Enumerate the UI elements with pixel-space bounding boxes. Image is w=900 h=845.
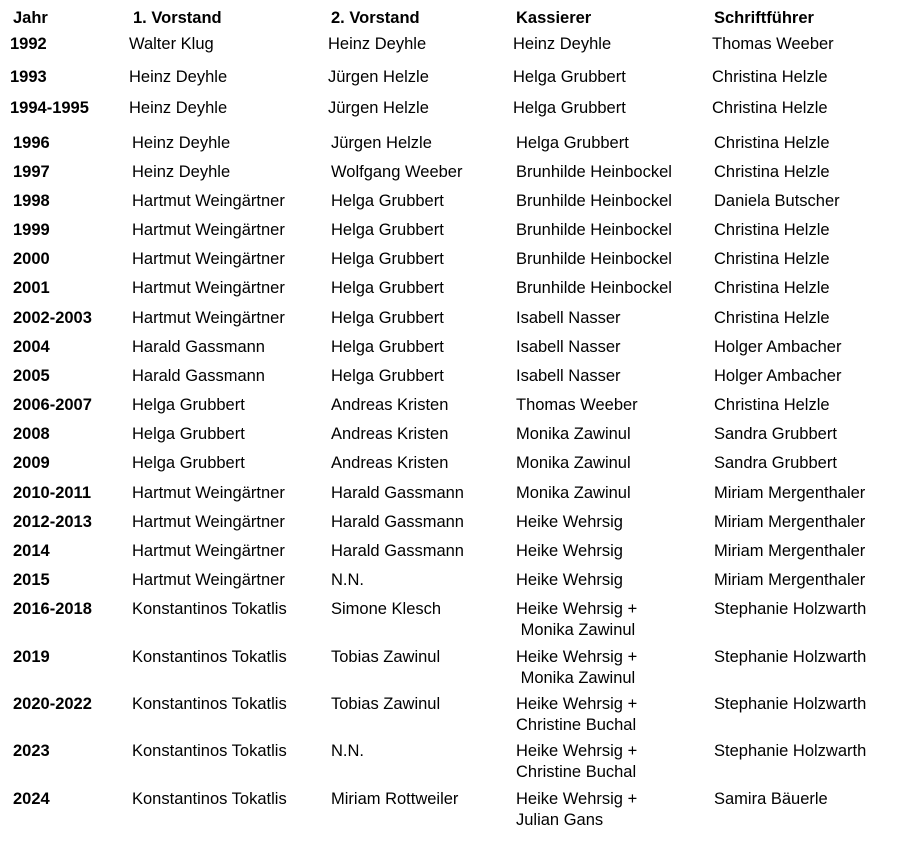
cell-jahr: 1999	[13, 221, 50, 239]
cell-vorstand1: Heinz Deyhle	[129, 99, 228, 117]
cell-vorstand2: Harald Gassmann	[331, 542, 464, 560]
cell-kassierer	[516, 483, 631, 504]
cell-kassierer	[516, 741, 637, 783]
cell-kassierer	[516, 453, 631, 474]
cell-schriftfuehrer: Stephanie Holzwarth	[714, 695, 867, 713]
cell-schriftfuehrer: Christina Helzle	[714, 134, 830, 152]
cell-kassierer	[516, 395, 638, 416]
cell-vorstand1: Harald Gassmann	[132, 367, 265, 385]
kassierer-line: Brunhilde Heinbockel	[516, 192, 672, 210]
cell-schriftfuehrer: Samira Bäuerle	[714, 790, 828, 808]
kassierer-line: Heike Wehrsig +	[516, 695, 638, 713]
cell-jahr: 1993	[10, 68, 47, 86]
cell-jahr: 2015	[13, 571, 50, 589]
cell-kassierer	[516, 337, 621, 358]
kassierer-line: Heike Wehrsig	[516, 571, 623, 589]
cell-vorstand1: Hartmut Weingärtner	[132, 279, 285, 297]
kassierer-line: Heike Wehrsig	[516, 513, 623, 531]
cell-vorstand2: Andreas Kristen	[331, 425, 449, 443]
cell-kassierer	[513, 34, 611, 55]
cell-schriftfuehrer: Christina Helzle	[712, 68, 828, 86]
kassierer-line: Monika Zawinul	[516, 621, 636, 639]
kassierer-line: Helga Grubbert	[513, 99, 626, 117]
cell-vorstand2: Andreas Kristen	[331, 396, 449, 414]
kassierer-line: Brunhilde Heinbockel	[516, 163, 672, 181]
cell-vorstand2: Jürgen Helzle	[328, 99, 429, 117]
kassierer-line: Isabell Nasser	[516, 338, 621, 356]
cell-kassierer	[516, 570, 623, 591]
cell-jahr: 2014	[13, 542, 50, 560]
cell-schriftfuehrer: Miriam Mergenthaler	[714, 542, 866, 560]
cell-jahr: 2023	[13, 742, 50, 760]
cell-vorstand1: Helga Grubbert	[132, 454, 245, 472]
cell-jahr: 2012-2013	[13, 513, 92, 531]
kassierer-line: Thomas Weeber	[516, 396, 638, 414]
header-kassierer: Kassierer	[516, 9, 592, 27]
cell-kassierer	[516, 512, 623, 533]
kassierer-line: Isabell Nasser	[516, 309, 621, 327]
cell-vorstand2: Harald Gassmann	[331, 484, 464, 502]
cell-kassierer	[516, 789, 637, 831]
kassierer-line: Christine Buchal	[516, 716, 637, 734]
cell-kassierer	[516, 694, 637, 736]
cell-jahr: 1994-1995	[10, 99, 89, 117]
cell-schriftfuehrer: Christina Helzle	[714, 221, 830, 239]
cell-kassierer	[516, 249, 672, 270]
kassierer-line: Helga Grubbert	[516, 134, 629, 152]
cell-schriftfuehrer: Christina Helzle	[714, 163, 830, 181]
kassierer-line: Christine Buchal	[516, 763, 637, 781]
cell-vorstand1: Konstantinos Tokatlis	[132, 695, 287, 713]
cell-jahr: 2000	[13, 250, 50, 268]
cell-vorstand2: Miriam Rottweiler	[331, 790, 459, 808]
table-header	[0, 8, 900, 30]
cell-jahr: 2020-2022	[13, 695, 92, 713]
cell-jahr: 1992	[10, 35, 47, 53]
cell-schriftfuehrer: Stephanie Holzwarth	[714, 742, 867, 760]
kassierer-line: Brunhilde Heinbockel	[516, 250, 672, 268]
cell-schriftfuehrer: Miriam Mergenthaler	[714, 513, 866, 531]
cell-schriftfuehrer: Stephanie Holzwarth	[714, 600, 867, 618]
cell-jahr: 2016-2018	[13, 600, 92, 618]
cell-jahr: 2024	[13, 790, 50, 808]
cell-schriftfuehrer: Stephanie Holzwarth	[714, 648, 867, 666]
kassierer-line: Heinz Deyhle	[513, 35, 612, 53]
cell-vorstand2: Simone Klesch	[331, 600, 442, 618]
kassierer-line: Isabell Nasser	[516, 367, 621, 385]
cell-vorstand1: Hartmut Weingärtner	[132, 484, 285, 502]
cell-vorstand1: Walter Klug	[129, 35, 214, 53]
cell-vorstand1: Konstantinos Tokatlis	[132, 600, 287, 618]
cell-vorstand2: Tobias Zawinul	[331, 648, 441, 666]
cell-kassierer	[516, 191, 672, 212]
cell-kassierer	[516, 647, 637, 689]
cell-vorstand2: Helga Grubbert	[331, 250, 444, 268]
cell-schriftfuehrer: Christina Helzle	[714, 279, 830, 297]
cell-kassierer	[513, 67, 626, 88]
cell-vorstand1: Hartmut Weingärtner	[132, 192, 285, 210]
cell-kassierer	[516, 541, 623, 562]
cell-jahr: 2008	[13, 425, 50, 443]
cell-kassierer	[516, 424, 631, 445]
cell-vorstand1: Hartmut Weingärtner	[132, 309, 285, 327]
cell-vorstand1: Harald Gassmann	[132, 338, 265, 356]
cell-schriftfuehrer: Christina Helzle	[712, 99, 828, 117]
kassierer-line: Monika Zawinul	[516, 425, 631, 443]
kassierer-line: Helga Grubbert	[513, 68, 626, 86]
cell-vorstand1: Konstantinos Tokatlis	[132, 742, 287, 760]
cell-jahr: 2019	[13, 648, 50, 666]
cell-jahr: 1998	[13, 192, 50, 210]
cell-schriftfuehrer: Sandra Grubbert	[714, 425, 837, 443]
cell-kassierer	[516, 308, 621, 329]
cell-kassierer	[516, 366, 621, 387]
cell-vorstand2: Wolfgang Weeber	[331, 163, 463, 181]
cell-vorstand2: Helga Grubbert	[331, 279, 444, 297]
cell-vorstand1: Konstantinos Tokatlis	[132, 648, 287, 666]
cell-jahr: 2010-2011	[13, 484, 91, 502]
cell-jahr: 2005	[13, 367, 50, 385]
kassierer-line: Heike Wehrsig +	[516, 790, 638, 808]
cell-vorstand1: Heinz Deyhle	[129, 68, 228, 86]
cell-jahr: 1996	[13, 134, 50, 152]
kassierer-line: Monika Zawinul	[516, 484, 631, 502]
cell-vorstand2: Jürgen Helzle	[331, 134, 432, 152]
kassierer-line: Monika Zawinul	[516, 669, 636, 687]
cell-kassierer	[513, 98, 626, 119]
cell-schriftfuehrer: Daniela Butscher	[714, 192, 840, 210]
cell-vorstand1: Hartmut Weingärtner	[132, 250, 285, 268]
cell-vorstand1: Heinz Deyhle	[132, 163, 231, 181]
cell-kassierer	[516, 278, 672, 299]
cell-schriftfuehrer: Holger Ambacher	[714, 367, 842, 385]
cell-vorstand2: Helga Grubbert	[331, 309, 444, 327]
kassierer-line: Heike Wehrsig +	[516, 742, 638, 760]
cell-kassierer	[516, 133, 629, 154]
cell-vorstand2: N.N.	[331, 571, 364, 589]
cell-jahr: 2002-2003	[13, 309, 92, 327]
kassierer-line: Julian Gans	[516, 811, 604, 829]
cell-jahr: 2001	[13, 279, 50, 297]
cell-jahr: 1997	[13, 163, 50, 181]
cell-vorstand2: Harald Gassmann	[331, 513, 464, 531]
cell-schriftfuehrer: Christina Helzle	[714, 250, 830, 268]
kassierer-line: Heike Wehrsig	[516, 542, 623, 560]
cell-vorstand1: Helga Grubbert	[132, 396, 245, 414]
cell-jahr: 2004	[13, 338, 50, 356]
cell-vorstand1: Hartmut Weingärtner	[132, 513, 285, 531]
cell-schriftfuehrer: Christina Helzle	[714, 309, 830, 327]
cell-vorstand2: Helga Grubbert	[331, 192, 444, 210]
cell-vorstand1: Hartmut Weingärtner	[132, 221, 285, 239]
cell-schriftfuehrer: Holger Ambacher	[714, 338, 842, 356]
cell-vorstand2: Helga Grubbert	[331, 221, 444, 239]
header-vorstand-2: 2. Vorstand	[331, 9, 420, 27]
cell-vorstand2: Andreas Kristen	[331, 454, 449, 472]
kassierer-line: Monika Zawinul	[516, 454, 631, 472]
cell-vorstand2: Heinz Deyhle	[328, 35, 427, 53]
kassierer-line: Heike Wehrsig +	[516, 600, 638, 618]
cell-vorstand2: Tobias Zawinul	[331, 695, 441, 713]
cell-vorstand2: Helga Grubbert	[331, 367, 444, 385]
kassierer-line: Heike Wehrsig +	[516, 648, 638, 666]
cell-schriftfuehrer: Miriam Mergenthaler	[714, 571, 866, 589]
cell-kassierer	[516, 220, 672, 241]
cell-schriftfuehrer: Miriam Mergenthaler	[714, 484, 866, 502]
cell-jahr: 2009	[13, 454, 50, 472]
cell-vorstand1: Hartmut Weingärtner	[132, 571, 285, 589]
header-schriftfuehrer: Schriftführer	[714, 9, 814, 27]
cell-vorstand1: Hartmut Weingärtner	[132, 542, 285, 560]
header-jahr: Jahr	[13, 9, 48, 27]
cell-schriftfuehrer: Thomas Weeber	[712, 35, 834, 53]
cell-vorstand2: N.N.	[331, 742, 364, 760]
cell-vorstand1: Heinz Deyhle	[132, 134, 231, 152]
cell-jahr: 2006-2007	[13, 396, 92, 414]
cell-vorstand2: Helga Grubbert	[331, 338, 444, 356]
cell-schriftfuehrer: Sandra Grubbert	[714, 454, 837, 472]
kassierer-line: Brunhilde Heinbockel	[516, 221, 672, 239]
kassierer-line: Brunhilde Heinbockel	[516, 279, 672, 297]
cell-schriftfuehrer: Christina Helzle	[714, 396, 830, 414]
cell-vorstand1: Konstantinos Tokatlis	[132, 790, 287, 808]
cell-kassierer	[516, 162, 672, 183]
cell-kassierer	[516, 599, 637, 641]
cell-vorstand2: Jürgen Helzle	[328, 68, 429, 86]
header-vorstand-1: 1. Vorstand	[133, 9, 222, 27]
cell-vorstand1: Helga Grubbert	[132, 425, 245, 443]
